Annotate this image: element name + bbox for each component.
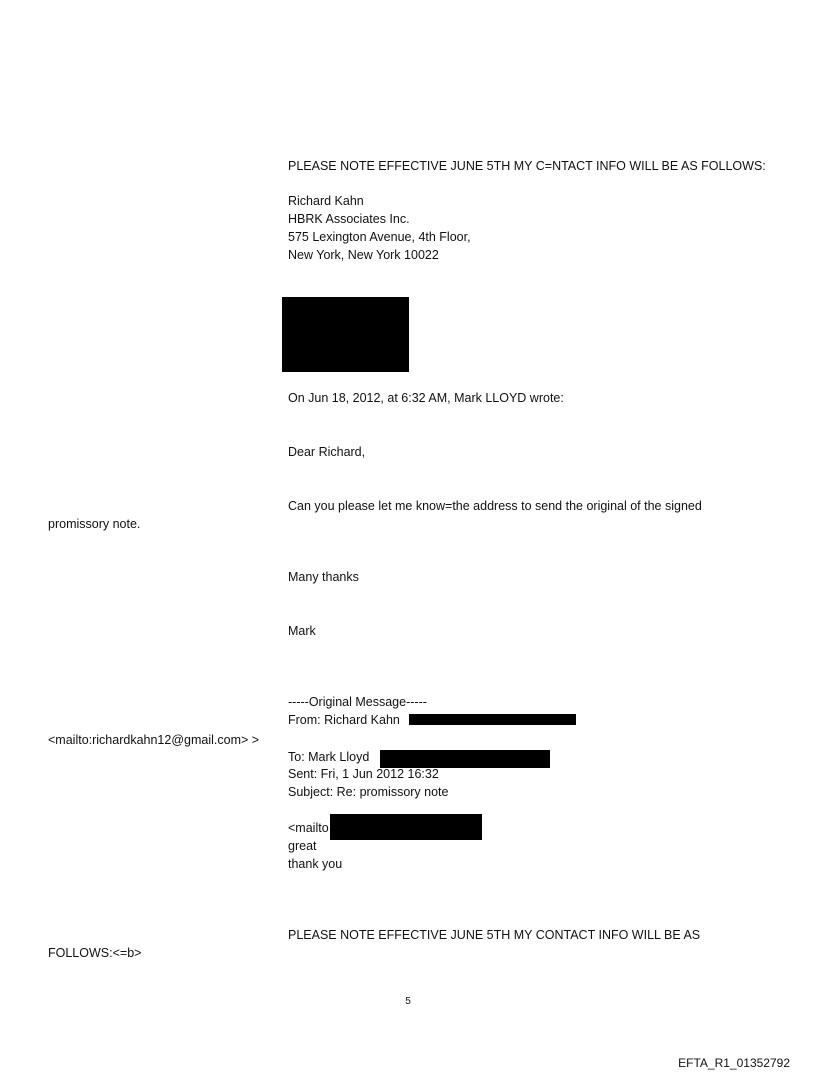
redaction-from-email xyxy=(409,714,576,725)
reply-header: On Jun 18, 2012, at 6:32 AM, Mark LLOYD wrote: xyxy=(288,391,564,405)
contact-street: 575 Lexington Avenue, 4th Floor, xyxy=(288,230,471,244)
original-mailto: <mailto:richardkahn12@gmail.com> > xyxy=(48,733,260,747)
thanks-line: Many thanks xyxy=(288,570,359,584)
original-to: To: Mark Lloyd xyxy=(288,750,370,764)
signature: Mark xyxy=(288,624,316,638)
contact-name: Richard Kahn xyxy=(288,194,364,208)
page-number: 5 xyxy=(405,996,411,1007)
original-subject: Subject: Re: promissory note xyxy=(288,785,449,799)
notice-bottom-line-2: FOLLOWS:<=b> xyxy=(48,946,142,960)
redaction-block xyxy=(282,297,409,372)
original-thank-you: thank you xyxy=(288,857,343,871)
original-mailto-partial: <mailto xyxy=(288,821,329,835)
original-great: great xyxy=(288,839,317,853)
original-sent: Sent: Fri, 1 Jun 2012 16:32 xyxy=(288,767,439,781)
original-message-separator: -----Original Message----- xyxy=(288,695,427,709)
contact-city: New York, New York 10022 xyxy=(288,248,439,262)
body-line-2: promissory note. xyxy=(48,517,141,531)
greeting: Dear Richard, xyxy=(288,445,366,459)
original-from: From: Richard Kahn xyxy=(288,713,400,727)
notice-bottom-line-1: PLEASE NOTE EFFECTIVE JUNE 5TH MY CONTACT INFO WILL BE AS xyxy=(288,928,701,942)
redaction-mailto xyxy=(330,814,482,840)
body-line-1: Can you please let me know=the address to send the original of the signed xyxy=(288,499,702,513)
contact-company: HBRK Associates Inc. xyxy=(288,212,410,226)
bates-number: EFTA_R1_01352792 xyxy=(678,1056,790,1070)
notice-top: PLEASE NOTE EFFECTIVE JUNE 5TH MY C=NTACT INFO WILL BE AS FOLLOWS: xyxy=(288,159,766,173)
